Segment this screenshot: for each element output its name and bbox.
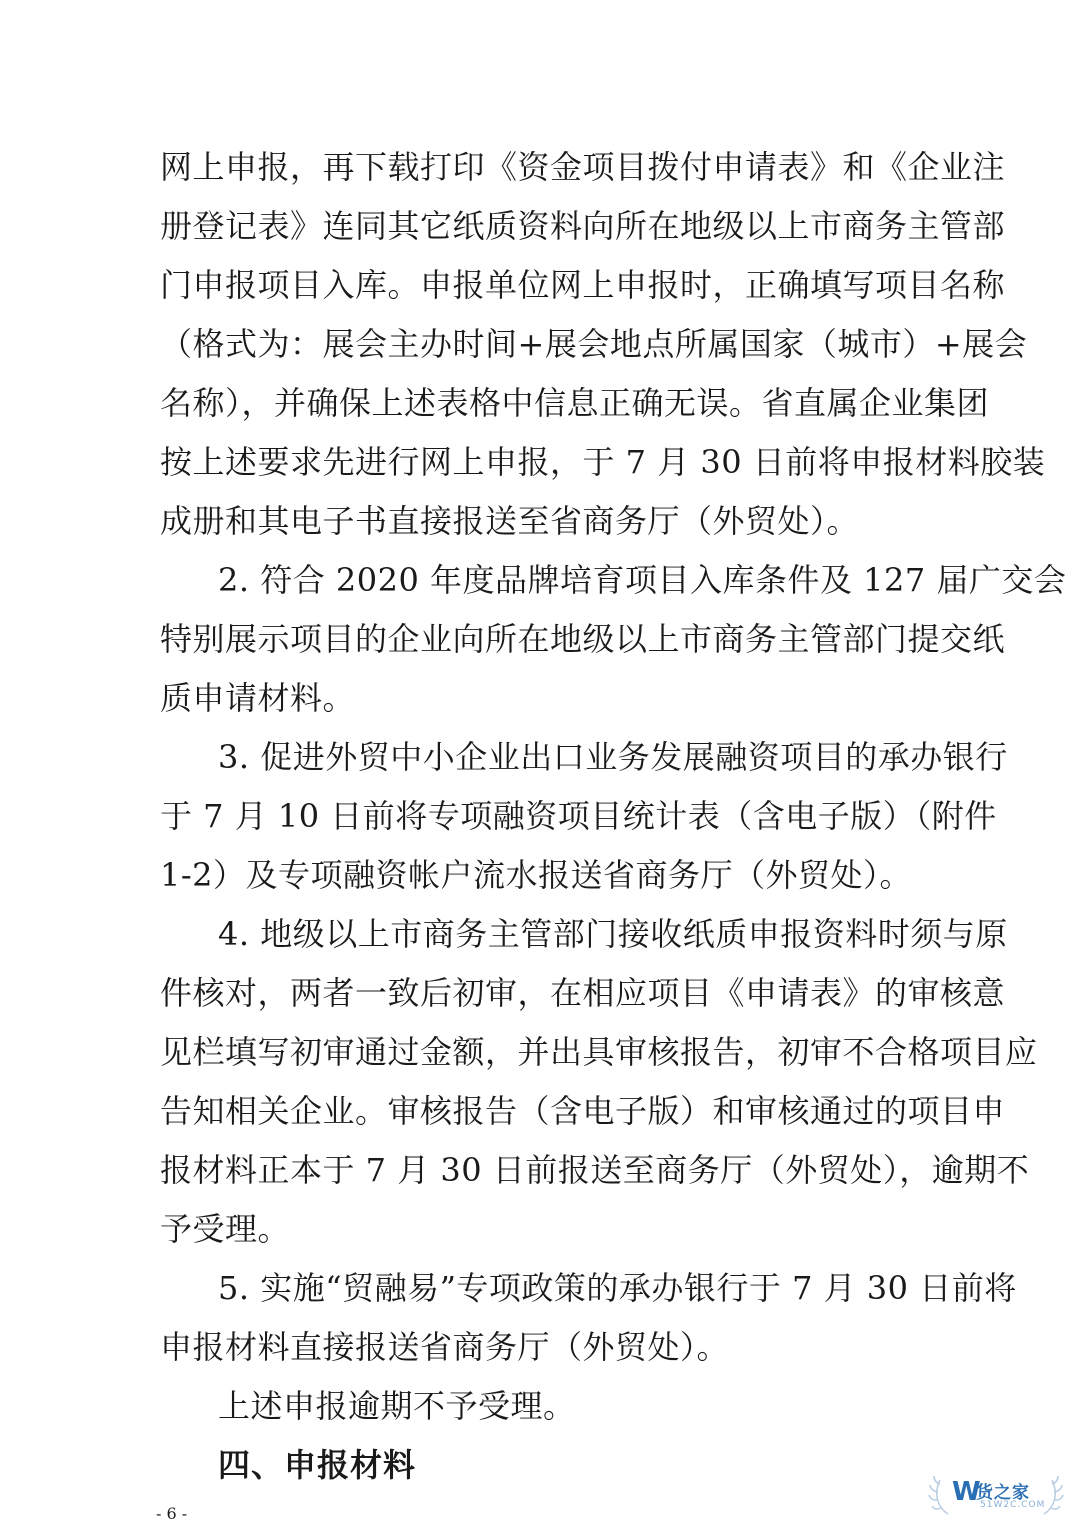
paragraph-line: 名称），并确保上述表格中信息正确无误。省直属企业集团	[160, 384, 990, 422]
paragraph-line: 质申请材料。	[160, 679, 356, 717]
paragraph-line: 5. 实施“贸融易”专项政策的承办银行于 7 月 30 日前将	[218, 1269, 1017, 1307]
paragraph-line: 按上述要求先进行网上申报，于 7 月 30 日前将申报材料胶装	[160, 443, 1046, 481]
paragraph-line: 上述申报逾期不予受理。	[218, 1387, 576, 1425]
paragraph-line: 3. 促进外贸中小企业出口业务发展融资项目的承办银行	[218, 738, 1008, 776]
paragraph-line: 成册和其电子书直接报送至省商务厅（外贸处）。	[160, 502, 860, 540]
paragraph-line: 1-2）及专项融资帐户流水报送省商务厅（外贸处）。	[160, 856, 913, 894]
paragraph-line: 门申报项目入库。申报单位网上申报时，正确填写项目名称	[160, 266, 1006, 304]
paragraph-line: （格式为：展会主办时间+展会地点所属国家（城市）+展会	[160, 325, 1028, 363]
paragraph-line: 见栏填写初审通过金额，并出具审核报告，初审不合格项目应	[160, 1033, 1038, 1071]
page-number: - 6 -	[156, 1504, 188, 1523]
watermark-url: 51W2C.COM	[980, 1500, 1046, 1510]
paragraph-line: 特别展示项目的企业向所在地级以上市商务主管部门提交纸	[160, 620, 1006, 658]
paragraph-line: 予受理。	[160, 1210, 291, 1248]
paragraph-line: 网上申报，再下载打印《资金项目拨付申请表》和《企业注	[160, 148, 1006, 186]
paragraph-line: 申报材料直接报送省商务厅（外贸处）。	[160, 1328, 730, 1366]
paragraph-line: 册登记表》连同其它纸质资料向所在地级以上市商务主管部	[160, 207, 1006, 245]
paragraph-line: 件核对，两者一致后初审，在相应项目《申请表》的审核意	[160, 974, 1006, 1012]
svg-text:W: W	[952, 1477, 981, 1507]
paragraph-line: 4. 地级以上市商务主管部门接收纸质申报资料时须与原	[218, 915, 1008, 953]
paragraph-line: 2. 符合 2020 年度品牌培育项目入库条件及 127 届广交会	[218, 561, 1067, 599]
watermark-brand: 货之家	[976, 1483, 1030, 1503]
section-heading: 四、申报材料	[218, 1446, 417, 1484]
paragraph-line: 于 7 月 10 日前将专项融资项目统计表（含电子版）（附件	[160, 797, 997, 835]
watermark-logo	[928, 1470, 1064, 1520]
paragraph-line: 报材料正本于 7 月 30 日前报送至商务厅（外贸处），逾期不	[160, 1151, 1030, 1189]
paragraph-line: 告知相关企业。审核报告（含电子版）和审核通过的项目申	[160, 1092, 1006, 1130]
